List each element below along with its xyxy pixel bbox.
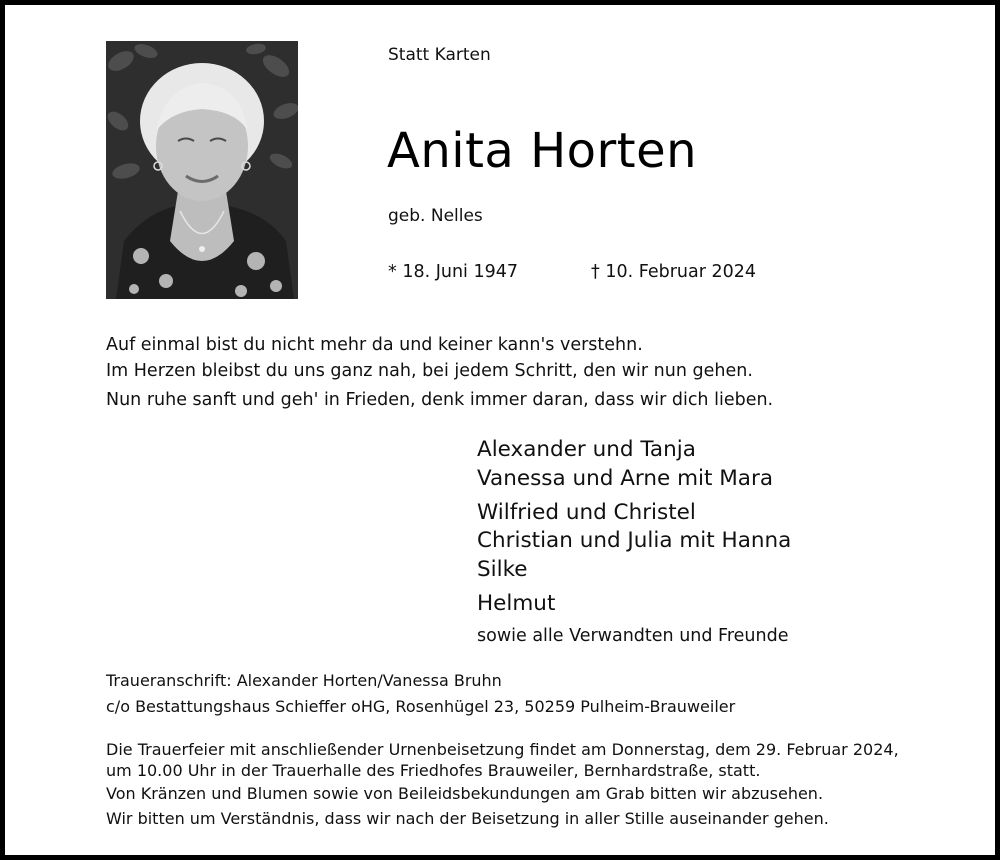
- portrait-photo-drawing: [106, 41, 298, 299]
- funeral-notice-line: Die Trauerfeier mit anschließender Urnenbeisetzung findet am Donnerstag, dem 29. Februar 2024,: [106, 740, 899, 759]
- mourners-relatives-line: sowie alle Verwandten und Freunde: [477, 626, 789, 646]
- mourner-name: Christian und Julia mit Hanna: [477, 528, 792, 553]
- mourner-name: Wilfried und Christel: [477, 500, 696, 525]
- birth-date: * 18. Juni 1947: [388, 262, 519, 282]
- poem-line: Nun ruhe sanft und geh' in Frieden, denk immer daran, dass wir dich lieben.: [106, 390, 774, 410]
- funeral-notice-line: Von Kränzen und Blumen sowie von Beileidsbekundungen am Grab bitten wir abzusehen.: [106, 784, 824, 803]
- mourner-name: Helmut: [477, 591, 556, 616]
- mourner-name: Vanessa und Arne mit Mara: [477, 466, 773, 491]
- poem-line: Auf einmal bist du nicht mehr da und keiner kann's verstehn.: [106, 335, 643, 355]
- deceased-name: Anita Horten: [387, 123, 698, 179]
- mourning-address-line: c/o Bestattungshaus Schieffer oHG, Rosenhügel 23, 50259 Pulheim-Brauweiler: [106, 697, 736, 716]
- death-date: † 10. Februar 2024: [591, 262, 756, 282]
- mourning-address-line: Traueranschrift: Alexander Horten/Vanessa Bruhn: [106, 671, 502, 690]
- maiden-name: geb. Nelles: [388, 206, 483, 226]
- mourner-name: Silke: [477, 557, 528, 582]
- portrait-photo: [106, 41, 298, 299]
- statt-karten-label: Statt Karten: [388, 45, 491, 65]
- poem-line: Im Herzen bleibst du uns ganz nah, bei jedem Schritt, den wir nun gehen.: [106, 361, 753, 381]
- mourner-name: Alexander und Tanja: [477, 437, 696, 462]
- funeral-notice-line: um 10.00 Uhr in der Trauerhalle des Friedhofes Brauweiler, Bernhardstraße, statt.: [106, 761, 761, 780]
- funeral-notice-line: Wir bitten um Verständnis, dass wir nach der Beisetzung in aller Stille auseinander gehen.: [106, 809, 829, 828]
